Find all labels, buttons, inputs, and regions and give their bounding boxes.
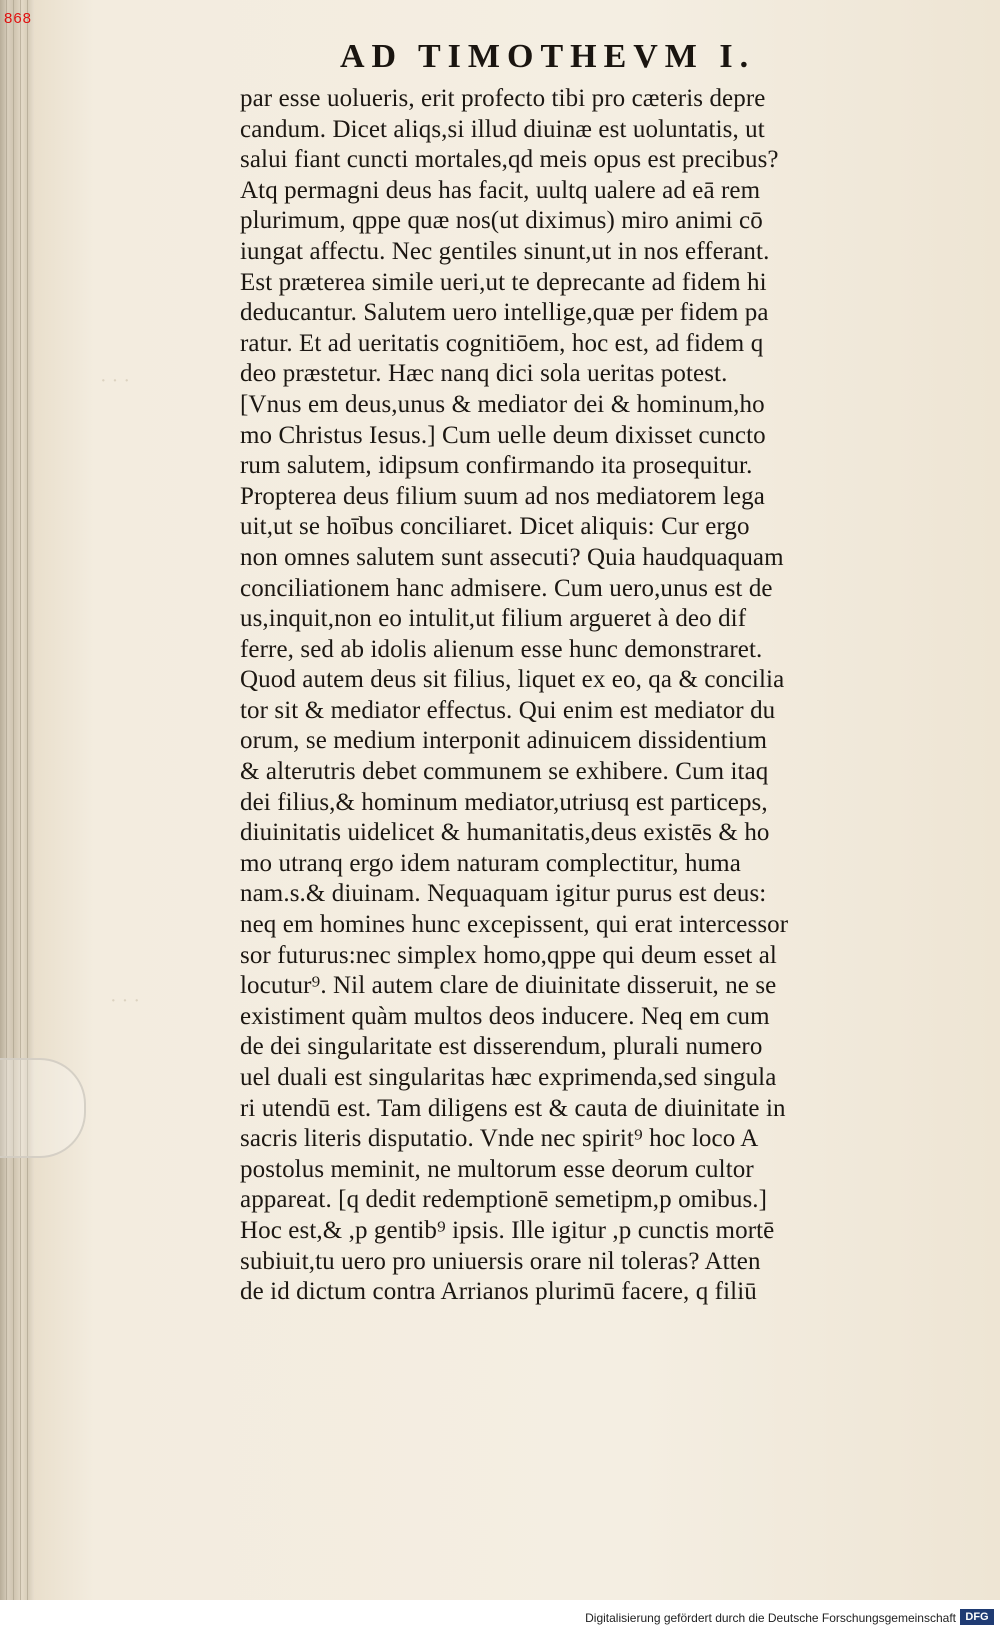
text-line: appareat. [q dedit redemptionē semetipm,p omibus.] (240, 1186, 768, 1214)
text-line: tor sit & mediator effectus. Qui enim est mediator du (240, 696, 776, 724)
binding-edge (0, 0, 34, 1633)
text-line: conciliationem hanc admisere. Cum uero,unus est de (240, 574, 773, 602)
text-line: deo præstetur. Hæc nanq dici sola ueritas potest. (240, 360, 728, 388)
text-line: orum, se medium interponit adinuicem dissidentium (240, 727, 768, 755)
text-line: plurimum, qppe quæ nos(ut diximus) miro animi cō (240, 207, 763, 235)
leaf-edge-line (27, 0, 28, 1633)
text-line: locutur⁹. Nil autem clare de diuinitate disseruit, ne se (240, 972, 777, 1000)
text-line: Est præterea simile ueri,ut te deprecante ad fidem hi (240, 268, 767, 296)
text-line: neq em homines hunc excepissent, qui erat intercessor (240, 911, 789, 939)
text-line: ratur. Et ad ueritatis cognitiōem, hoc est, ad fidem q (240, 329, 764, 357)
text-line: non omnes salutem sunt assecuti? Quia haudquaquam (240, 543, 784, 571)
text-line: postolus meminit, ne multorum esse deorum cultor (240, 1155, 754, 1183)
text-line: salui fiant cuncti mortales,qd meis opus est precibus? (240, 146, 779, 174)
text-line: existiment quàm multos deos inducere. Neq em cum (240, 1002, 770, 1030)
text-line: dei filius,& hominum mediator,utriusq est particeps, (240, 788, 768, 816)
text-line: uel duali est singularitas hæc exprimenda,sed singula (240, 1064, 777, 1091)
text-line: subiuit,tu uero pro uniuersis orare nil toleras? Atten (240, 1247, 761, 1275)
text-line: par esse uolueris, erit profecto tibi pro cæteris depre (240, 85, 766, 112)
text-line: Hoc est,& ,p gentib⁹ ipsis. Ille igitur ,p cunctis mortē (240, 1216, 775, 1244)
page-clip (0, 1058, 86, 1158)
leaf-edge-line (6, 0, 7, 1633)
text-line: sor futurus:nec simplex homo,qppe qui deum esset al (240, 941, 777, 969)
text-line: sacris literis disputatio. Vnde nec spirit⁹ hoc loco A (240, 1125, 759, 1153)
running-header: AD TIMOTHEVM I. (340, 38, 756, 75)
leaf-edge-line (13, 0, 14, 1633)
text-line: ferre, sed ab idolis alienum esse hunc demonstraret. (240, 635, 763, 663)
text-line: [Vnus em deus,unus & mediator dei & hominum,ho (240, 390, 765, 418)
text-line: iungat affectu. Nec gentiles sinunt,ut in nos efferant. (240, 237, 770, 265)
folio-number: 868 (4, 10, 33, 27)
text-line: rum salutem, idipsum confirmando ita prosequitur. (240, 452, 753, 480)
digitization-credit: Digitalisierung gefördert durch die Deutsche Forschungsgemeinschaft (585, 1611, 956, 1625)
text-line: de dei singularitate est disserendum, plurali numero (240, 1033, 763, 1061)
text-line: candum. Dicet aliqs,si illud diuinæ est uoluntatis, ut (240, 115, 765, 143)
text-line: ri utendū est. Tam diligens est & cauta de diuinitate in (240, 1094, 786, 1122)
dfg-logo: DFG (960, 1609, 994, 1625)
bleed-through-mark: · · · (100, 370, 130, 392)
text-line: & alterutris debet communem se exhibere. Cum itaq (240, 758, 769, 786)
body-text (240, 84, 940, 1308)
bleed-through-mark: · · · (110, 990, 140, 1012)
text-line: Quod autem deus sit filius, liquet ex eo, qa & concilia (240, 666, 785, 694)
text-line: us,inquit,non eo intulit,ut filium argueret à deo dif (240, 605, 747, 633)
text-line: de id dictum contra Arrianos plurimū facere, q filiū (240, 1278, 757, 1306)
text-line: Propterea deus filium suum ad nos mediatorem lega (240, 482, 765, 510)
text-line: diuinitatis uidelicet & humanitatis,deus existēs & ho (240, 819, 770, 847)
text-line: Atq permagni deus has facit, uultq ualere ad eā rem (240, 176, 761, 204)
text-line: nam.s.& diuinam. Nequaquam igitur purus est deus: (240, 880, 767, 908)
leaf-edge-line (20, 0, 21, 1633)
text-line: uit,ut se hoībus conciliaret. Dicet aliquis: Cur ergo (240, 513, 750, 541)
text-line: mo Christus Iesus.] Cum uelle deum dixisset cuncto (240, 421, 766, 449)
text-line: deducantur. Salutem uero intellige,quæ per fidem pa (240, 299, 769, 327)
text-line: mo utranq ergo idem naturam complectitur, huma (240, 849, 741, 877)
